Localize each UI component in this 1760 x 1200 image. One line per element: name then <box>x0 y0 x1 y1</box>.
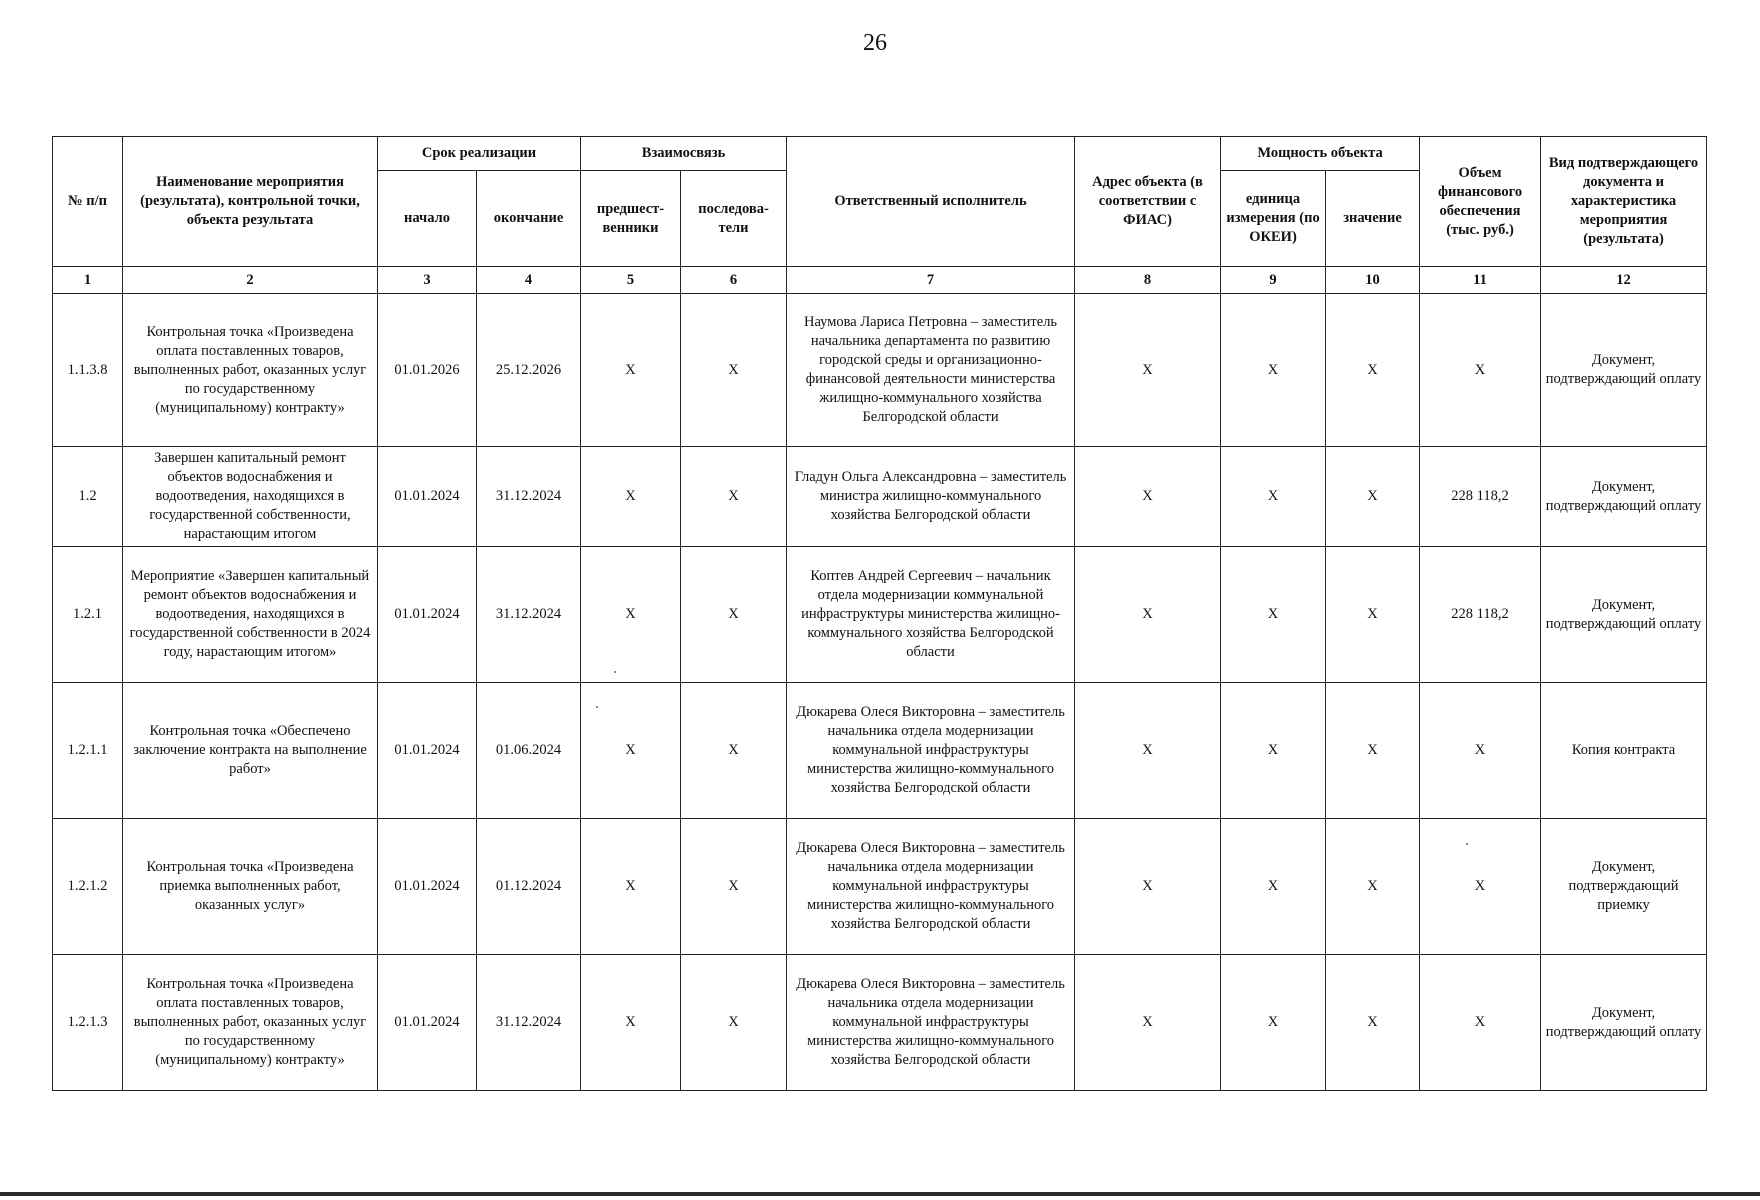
scan-speck <box>1466 843 1468 845</box>
column-number: 9 <box>1221 267 1326 294</box>
row-predecessors: X <box>581 294 681 447</box>
header-capacity: Мощность объекта <box>1221 137 1420 171</box>
header-term-start: начало <box>378 171 477 267</box>
row-executor: Дюкарева Олеся Викторовна – заместитель начальника отдела модернизации коммунальной инфраструктуры министерства жилищно-коммунального хозяйства Белгородской области <box>787 819 1075 955</box>
page-bottom-edge <box>0 1192 1760 1196</box>
row-predecessors: X <box>581 683 681 819</box>
row-unit: X <box>1221 819 1326 955</box>
row-successors: X <box>681 547 787 683</box>
row-unit: X <box>1221 294 1326 447</box>
row-start-date: 01.01.2024 <box>378 683 477 819</box>
row-value: X <box>1326 447 1420 547</box>
row-end-date: 01.06.2024 <box>477 683 581 819</box>
row-end-date: 25.12.2026 <box>477 294 581 447</box>
column-number: 3 <box>378 267 477 294</box>
row-name: Контрольная точка «Произведена оплата поставленных товаров, выполненных работ, оказанных услуг по государственному (муниципальному) контракту» <box>123 955 378 1091</box>
header-term-end: окончание <box>477 171 581 267</box>
row-unit: X <box>1221 447 1326 547</box>
row-successors: X <box>681 683 787 819</box>
row-end-date: 01.12.2024 <box>477 819 581 955</box>
row-value: X <box>1326 294 1420 447</box>
row-value: X <box>1326 683 1420 819</box>
column-number: 5 <box>581 267 681 294</box>
row-end-date: 31.12.2024 <box>477 547 581 683</box>
table-row <box>53 819 1707 955</box>
row-start-date: 01.01.2024 <box>378 955 477 1091</box>
row-executor: Наумова Лариса Петровна – заместитель начальника департамента по развитию городской среды и организационно-финансовой деятельности министерства жилищно-коммунального хозяйства Белгородской области <box>787 294 1075 447</box>
column-number: 10 <box>1326 267 1420 294</box>
header-row-1 <box>53 137 1707 171</box>
table-row <box>53 547 1707 683</box>
table-row <box>53 955 1707 1091</box>
row-successors: X <box>681 447 787 547</box>
row-doc-type: Документ, подтверждающий оплату <box>1541 294 1707 447</box>
row-address: X <box>1075 683 1221 819</box>
table-row <box>53 447 1707 547</box>
row-executor: Гладун Ольга Александровна – заместитель министра жилищно-коммунального хозяйства Белгородской области <box>787 447 1075 547</box>
row-name: Контрольная точка «Произведена оплата поставленных товаров, выполненных работ, оказанных услуг по государственному (муниципальному) контракту» <box>123 294 378 447</box>
implementation-plan-table <box>52 136 1707 1091</box>
header-capacity-unit: единица измерения (по ОКЕИ) <box>1221 171 1326 267</box>
row-predecessors: X <box>581 955 681 1091</box>
row-num: 1.2.1 <box>53 547 123 683</box>
column-number: 1 <box>53 267 123 294</box>
row-doc-type: Документ, подтверждающий оплату <box>1541 447 1707 547</box>
row-value: X <box>1326 819 1420 955</box>
row-num: 1.2.1.3 <box>53 955 123 1091</box>
row-predecessors: X <box>581 547 681 683</box>
row-name: Контрольная точка «Обеспечено заключение контракта на выполнение работ» <box>123 683 378 819</box>
row-end-date: 31.12.2024 <box>477 447 581 547</box>
row-unit: X <box>1221 683 1326 819</box>
row-start-date: 01.01.2026 <box>378 294 477 447</box>
row-address: X <box>1075 294 1221 447</box>
row-value: X <box>1326 955 1420 1091</box>
row-name: Мероприятие «Завершен капитальный ремонт объектов водоснабжения и водоотведения, находящихся в государственной собственности в 2024 году, нарастающим итогом» <box>123 547 378 683</box>
column-number: 2 <box>123 267 378 294</box>
row-successors: X <box>681 294 787 447</box>
row-finance: X <box>1420 683 1541 819</box>
header-finance: Объем финансового обеспечения (тыс. руб.) <box>1420 137 1541 267</box>
row-num: 1.1.3.8 <box>53 294 123 447</box>
header-num: № п/п <box>53 137 123 267</box>
row-address: X <box>1075 819 1221 955</box>
page-number: 26 <box>863 30 887 56</box>
row-num: 1.2.1.1 <box>53 683 123 819</box>
row-successors: X <box>681 955 787 1091</box>
row-finance: X <box>1420 955 1541 1091</box>
column-number: 11 <box>1420 267 1541 294</box>
row-successors: X <box>681 819 787 955</box>
row-end-date: 31.12.2024 <box>477 955 581 1091</box>
column-number-row <box>53 267 1707 294</box>
row-doc-type: Копия контракта <box>1541 683 1707 819</box>
row-doc-type: Документ, подтверждающий оплату <box>1541 955 1707 1091</box>
row-finance: X <box>1420 819 1541 955</box>
row-executor: Дюкарева Олеся Викторовна – заместитель начальника отдела модернизации коммунальной инфраструктуры министерства жилищно-коммунального хозяйства Белгородской области <box>787 683 1075 819</box>
row-predecessors: X <box>581 447 681 547</box>
row-doc-type: Документ, подтверждающий оплату <box>1541 547 1707 683</box>
row-finance: 228 118,2 <box>1420 547 1541 683</box>
row-unit: X <box>1221 547 1326 683</box>
row-value: X <box>1326 547 1420 683</box>
row-name: Контрольная точка «Произведена приемка выполненных работ, оказанных услуг» <box>123 819 378 955</box>
header-term: Срок реализации <box>378 137 581 171</box>
row-start-date: 01.01.2024 <box>378 447 477 547</box>
row-executor: Коптев Андрей Сергеевич – начальник отдела модернизации коммунальной инфраструктуры министерства жилищно-коммунального хозяйства Белгородской области <box>787 547 1075 683</box>
row-finance: X <box>1420 294 1541 447</box>
column-number: 4 <box>477 267 581 294</box>
column-number: 6 <box>681 267 787 294</box>
row-start-date: 01.01.2024 <box>378 547 477 683</box>
row-address: X <box>1075 447 1221 547</box>
row-start-date: 01.01.2024 <box>378 819 477 955</box>
table-row <box>53 294 1707 447</box>
row-num: 1.2 <box>53 447 123 547</box>
row-executor: Дюкарева Олеся Викторовна – заместитель начальника отдела модернизации коммунальной инфраструктуры министерства жилищно-коммунального хозяйства Белгородской области <box>787 955 1075 1091</box>
row-doc-type: Документ, подтверждающий приемку <box>1541 819 1707 955</box>
header-doc-type: Вид подтверждающего документа и характеристика мероприятия (результата) <box>1541 137 1707 267</box>
header-link-next: последова-тели <box>681 171 787 267</box>
row-predecessors: X <box>581 819 681 955</box>
scan-speck <box>614 671 616 673</box>
row-unit: X <box>1221 955 1326 1091</box>
column-number: 7 <box>787 267 1075 294</box>
row-address: X <box>1075 955 1221 1091</box>
header-link: Взаимосвязь <box>581 137 787 171</box>
header-capacity-value: значение <box>1326 171 1420 267</box>
row-address: X <box>1075 547 1221 683</box>
header-name: Наименование мероприятия (результата), контрольной точки, объекта результата <box>123 137 378 267</box>
row-name: Завершен капитальный ремонт объектов водоснабжения и водоотведения, находящихся в государственной собственности, нарастающим итогом <box>123 447 378 547</box>
column-number: 8 <box>1075 267 1221 294</box>
header-link-prev: предшест-венники <box>581 171 681 267</box>
header-executor: Ответственный исполнитель <box>787 137 1075 267</box>
table-row <box>53 683 1707 819</box>
header-address: Адрес объекта (в соответствии с ФИАС) <box>1075 137 1221 267</box>
row-finance: 228 118,2 <box>1420 447 1541 547</box>
row-num: 1.2.1.2 <box>53 819 123 955</box>
column-number: 12 <box>1541 267 1707 294</box>
scan-speck <box>596 706 598 708</box>
